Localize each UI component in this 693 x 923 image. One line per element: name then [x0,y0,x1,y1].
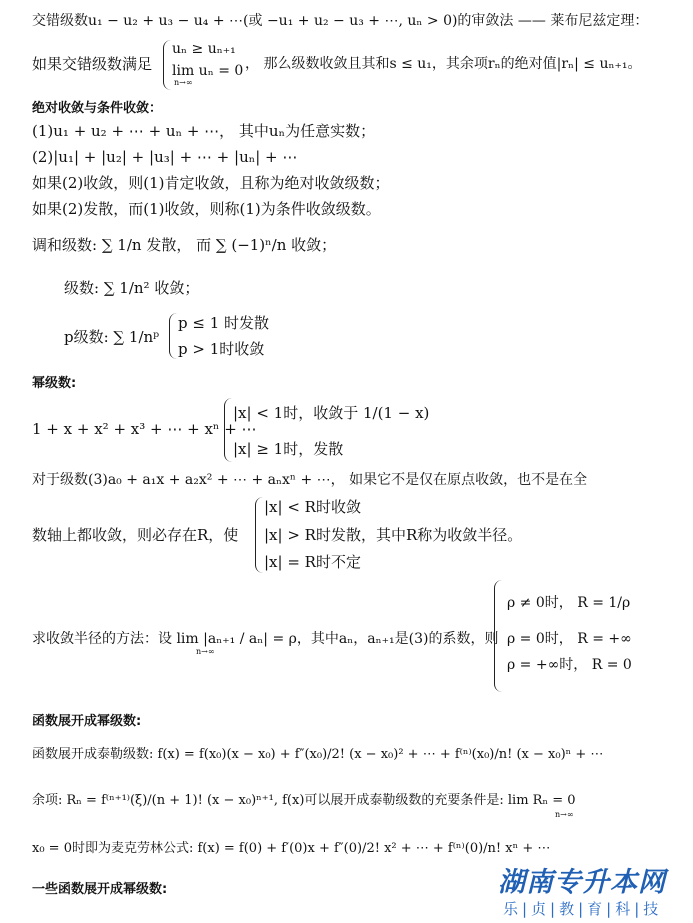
p-series-case-1: p ≤ 1 时发散 [178,314,270,332]
geometric-series: 1 + x + x² + x³ + ⋯ + xⁿ + ⋯ [32,420,257,438]
radius-case-3: |x| = R时不定 [264,553,361,571]
section-heading-function-expansion: 函数展开成幂级数: [32,714,142,729]
alternating-condition-label: 如果交错级数满足 [32,55,153,73]
section-heading-function-series: 一些函数展开成幂级数: [32,882,168,897]
absolute-convergence-line: 如果(2)收敛，则(1)肯定收敛，且称为绝对收敛级数； [32,174,390,192]
geometric-case-2: |x| ≥ 1时，发散 [233,440,344,458]
watermark-logo-text: 湖南专升本网 [498,867,666,898]
geometric-case-1: |x| < 1时，收敛于 1/(1 − x) [233,404,430,422]
remainder-limit-subscript: n→∞ [555,810,574,819]
p-series-brace [169,313,178,359]
radius-case-2: |x| > R时发散，其中R称为收敛半径。 [264,526,523,544]
remainder-line: 余项: Rₙ = f⁽ⁿ⁺¹⁾(ξ)/(n + 1)! (x − x₀)ⁿ⁺¹, f(x)可以展开成泰勒级数的充要条件是: lim Rₙ = 0 [32,793,576,808]
geometric-brace [224,398,233,462]
maclaurin-line: x₀ = 0时即为麦克劳林公式: f(x) = f(0) + f′(0)x + f″(0)/2! x² + ⋯ + f⁽ⁿ⁾(0)/n! xⁿ + ⋯ [32,841,551,856]
taylor-series-line: 函数展开成泰勒级数: f(x) = f(x₀)(x − x₀) + f″(x₀)/2! (x − x₀)² + ⋯ + f⁽ⁿ⁾(x₀)/n! (x − x₀)ⁿ + ⋯ [32,747,604,762]
p-series-label: p级数: ∑ 1/nᵖ [64,328,160,346]
p-series-case-2: p > 1时收敛 [178,340,265,358]
ratio-case-3: ρ = +∞时， R = 0 [507,657,632,673]
condition-1: uₙ ≥ uₙ₊₁ [172,41,236,57]
conditional-convergence-line: 如果(2)发散，而(1)收敛，则称(1)为条件收敛级数。 [32,200,381,218]
power-series-definition: 对于级数(3)a₀ + a₁x + a₂x² + ⋯ + aₙxⁿ + ⋯， 如果它不是仅在原点收敛，也不是在全 [32,472,588,488]
limit-subscript: n→∞ [174,78,193,87]
series-1-line: (1)u₁ + u₂ + ⋯ + uₙ + ⋯， 其中uₙ为任意实数； [32,122,376,140]
condition-brace [163,40,172,90]
remainder-statement: ， 那么级数收敛且其和s ≤ u₁，其余项rₙ的绝对值|rₙ| ≤ uₙ₊₁。 [245,56,642,72]
harmonic-series-line: 调和级数: ∑ 1/n 发散， 而 ∑ (−1)ⁿ/n 收敛； [32,236,337,254]
radius-intro: 数轴上都收敛，则必存在R，使 [32,526,239,544]
section-heading-power-series: 幂级数: [32,376,77,391]
series-2-line: (2)|u₁| + |u₂| + |u₃| + ⋯ + |uₙ| + ⋯ [32,148,298,166]
radius-case-1: |x| < R时收敛 [264,498,361,516]
watermark-subtitle: 乐|贞|教|育|科|技 [503,900,663,918]
ratio-case-1: ρ ≠ 0时， R = 1/ρ [507,595,631,611]
ratio-case-2: ρ = 0时， R = +∞ [507,631,632,647]
ratio-test-line: 求收敛半径的方法：设 lim |aₙ₊₁ / aₙ| = ρ，其中aₙ，aₙ₊₁是(3)的系数，则 [32,631,499,647]
inverse-square-series-line: 级数: ∑ 1/n² 收敛； [64,279,200,297]
section-heading-absolute-convergence: 绝对收敛与条件收敛： [32,101,163,116]
radius-brace [255,497,264,573]
condition-2: lim uₙ = 0 [172,63,244,79]
ratio-brace [494,580,505,692]
leibniz-theorem-line: 交错级数u₁ − u₂ + u₃ − u₄ + ⋯(或 −u₁ + u₂ − u₃ + ⋯, uₙ > 0)的审敛法 —— 莱布尼兹定理： [32,13,649,29]
ratio-limit-subscript: n→∞ [196,647,215,656]
